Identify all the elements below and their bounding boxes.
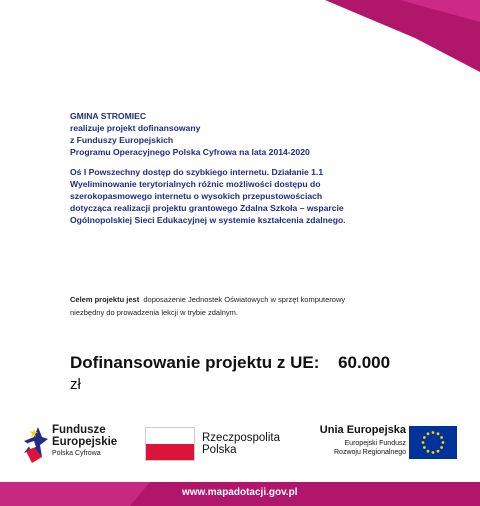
footer-url: www.mapadotacji.gov.pl xyxy=(182,487,298,498)
description-line: Oś I Powszechny dostęp do szybkiego internetu. Działanie 1.1 xyxy=(70,167,324,177)
goal-text-line1: doposażenie Jednostek Oświatowych w sprzęt komputerowy xyxy=(143,295,346,304)
ue-sub-line2: Rozwoju Regionalnego xyxy=(334,449,406,456)
description-line: Wyeliminowanie terytorialnych różnic możliwości dostępu do xyxy=(70,179,321,189)
logo-fundusze-europejskie xyxy=(22,423,132,465)
funding-value: 60.000 xyxy=(338,353,391,372)
ue-title: Unia Europejska xyxy=(319,424,406,436)
description-line: szerokopasmowego internetu o wysokich przepustowościach xyxy=(70,191,323,201)
decorative-corner-shape xyxy=(0,0,480,80)
eu-flag-icon xyxy=(409,426,457,459)
rp-line1: Rzeczpospolita xyxy=(202,432,280,444)
funding-amount xyxy=(70,350,430,376)
logo-unia-europejska xyxy=(314,423,464,463)
funding-label: Dofinansowanie projektu z UE: xyxy=(70,353,320,372)
fe-line2: Europejskie xyxy=(52,436,118,448)
fe-line1: Fundusze xyxy=(52,424,106,436)
goal-label: Celem projektu jest xyxy=(70,295,140,304)
header-line: realizuje projekt dofinansowany xyxy=(70,123,201,133)
description-line: Ogólnopolskiej Sieci Edukacyjnej w systemie kształcenia zdalnego. xyxy=(70,215,346,225)
header-line: GMINA STROMIEC xyxy=(70,111,147,121)
header-block xyxy=(70,110,310,158)
rp-line2: Polska xyxy=(202,444,237,456)
ue-sub-line1: Europejski Fundusz xyxy=(344,440,406,447)
fe-subtitle: Polska Cyfrowa xyxy=(52,450,101,457)
fe-star-icon xyxy=(22,423,50,465)
header-line: Programu Operacyjnego Polska Cyfrowa na lata 2014-2020 xyxy=(70,147,310,157)
goal-text-line2: niezbędny do prowadzenia lekcji w trybie zdalnym. xyxy=(70,308,239,317)
description-line: dotycząca realizacji projektu grantowego Zdalna Szkoła – wsparcie xyxy=(70,203,344,213)
header-line: z Funduszy Europejskich xyxy=(70,135,174,145)
project-goal xyxy=(70,293,400,319)
description-block xyxy=(70,166,410,226)
funding-currency: zł xyxy=(70,376,81,393)
logo-rzeczpospolita-polska xyxy=(145,427,295,461)
polish-flag-icon xyxy=(145,427,195,461)
